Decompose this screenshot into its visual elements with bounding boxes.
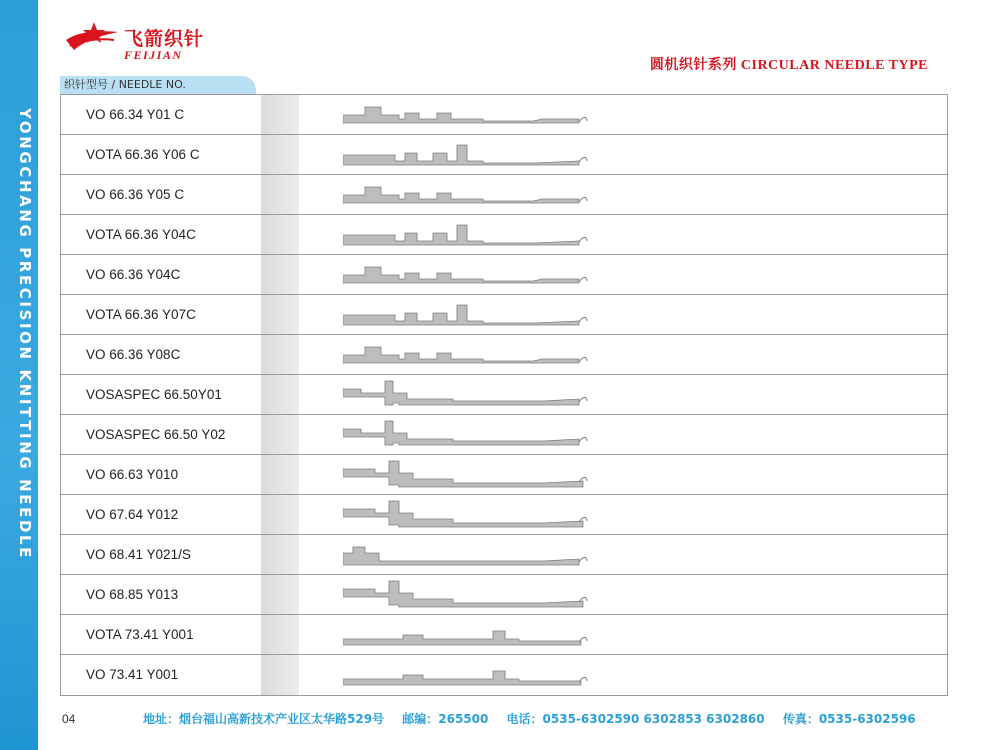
needle-drawing [343, 459, 603, 491]
needle-drawing [343, 99, 603, 131]
needle-drawing [343, 579, 603, 611]
needle-row [61, 295, 947, 335]
needle-row [61, 655, 947, 695]
needle-model-label: VOSASPEC 66.50 Y02 [86, 427, 226, 442]
needle-row [61, 535, 947, 575]
arrow-star-icon [64, 18, 120, 58]
needle-drawing [343, 259, 603, 291]
needle-table [60, 94, 948, 696]
needle-row [61, 375, 947, 415]
needle-drawing [343, 659, 603, 691]
needle-shape [343, 381, 579, 405]
footer-postcode: 邮编：265500 [402, 712, 489, 726]
needle-hook [579, 357, 587, 362]
needle-shape [343, 421, 579, 445]
needle-shape [343, 347, 579, 363]
needle-drawing [343, 539, 603, 571]
needle-model-label: VOSASPEC 66.50Y01 [86, 387, 222, 402]
needle-model-label: VOTA 66.36 Y04C [86, 227, 196, 242]
needle-model-label: VO 66.36 Y08C [86, 347, 181, 362]
needle-model-label: VO 67.64 Y012 [86, 507, 179, 522]
needle-shape [343, 305, 579, 325]
needle-hook [579, 397, 587, 402]
needle-model-label: VO 66.36 Y04C [86, 267, 181, 282]
page-number: 04 [62, 712, 76, 726]
needle-shape [343, 581, 583, 607]
needle-hook [579, 317, 587, 322]
needle-hook [579, 557, 587, 562]
needle-hook [579, 437, 587, 442]
needle-row [61, 135, 947, 175]
needle-model-label: VO 66.34 Y01 C [86, 107, 185, 122]
needle-row [61, 455, 947, 495]
needle-drawing [343, 139, 603, 171]
needle-hook [579, 197, 587, 202]
needle-shape [343, 267, 579, 283]
brand-logo [64, 16, 204, 64]
needle-hook [579, 277, 587, 282]
needle-drawing [343, 499, 603, 531]
needle-shape [343, 547, 579, 565]
needle-drawing [343, 219, 603, 251]
needle-model-label: VO 66.63 Y010 [86, 467, 179, 482]
needle-row [61, 95, 947, 135]
needle-model-label: VOTA 66.36 Y06 C [86, 147, 200, 162]
needle-hook [579, 117, 587, 122]
side-bar [0, 0, 38, 750]
needle-drawing [343, 179, 603, 211]
footer-phone: 电话：0535-6302590 6302853 6302860 [506, 712, 765, 726]
needle-shape [343, 501, 583, 527]
needle-model-label: VO 68.85 Y013 [86, 587, 179, 602]
footer-contact [143, 710, 930, 727]
needle-shape [343, 145, 579, 165]
needle-shape [343, 671, 581, 685]
brand-name-en: FEIJIAN [124, 48, 183, 62]
needle-drawing [343, 299, 603, 331]
needle-model-label: VO 66.36 Y05 C [86, 187, 185, 202]
needle-row [61, 215, 947, 255]
needle-drawing [343, 619, 603, 651]
needle-row [61, 575, 947, 615]
needle-drawing [343, 419, 603, 451]
needle-drawing [343, 339, 603, 371]
needle-model-label: VO 73.41 Y001 [86, 667, 179, 682]
needle-model-label: VO 68.41 Y021/S [86, 547, 191, 562]
needle-row [61, 175, 947, 215]
needle-shape [343, 107, 579, 123]
side-vertical-text: YONGCHANG PRECISION KNITTING NEEDLE [16, 108, 34, 561]
column-header-tab: 织针型号 / NEEDLE NO. [60, 76, 256, 94]
needle-row [61, 255, 947, 295]
series-title: 圆机织针系列 CIRCULAR NEEDLE TYPE [649, 58, 928, 73]
needle-shape [343, 187, 579, 203]
needle-row [61, 495, 947, 535]
needle-model-label: VOTA 66.36 Y07C [86, 307, 196, 322]
needle-shape [343, 225, 579, 245]
needle-drawing [343, 379, 603, 411]
needle-model-label: VOTA 73.41 Y001 [86, 627, 194, 642]
needle-hook [579, 237, 587, 242]
brand-name-cn: 飞箭织针 [124, 28, 205, 50]
needle-shape [343, 631, 581, 645]
needle-shape [343, 461, 583, 487]
needle-row [61, 335, 947, 375]
footer-fax: 传真：0535-6302596 [782, 712, 916, 726]
needle-row [61, 415, 947, 455]
needle-row [61, 615, 947, 655]
needle-hook [579, 157, 587, 162]
footer-address: 地址：烟台福山高新技术产业区太华路529号 [143, 712, 385, 726]
